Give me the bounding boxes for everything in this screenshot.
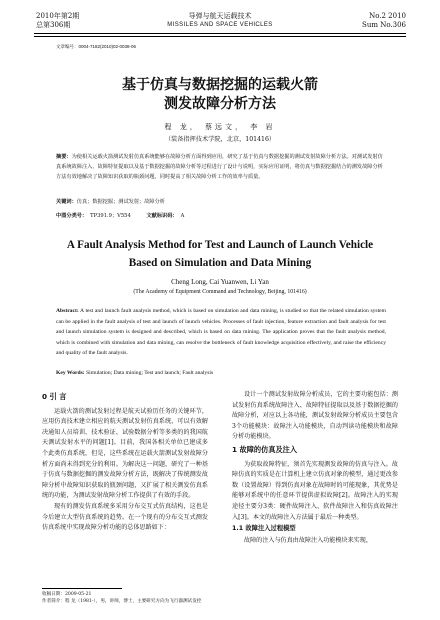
clc-value: TP391.9；V554 xyxy=(90,213,131,219)
header-issue-total: 总第306期 xyxy=(36,21,71,29)
title-english xyxy=(0,236,440,272)
keywords-chinese xyxy=(56,198,386,205)
title-english-line1: A Fault Analysis Method for Test and Launch of Launch Vehicle xyxy=(66,239,374,251)
abstract-chinese xyxy=(56,152,386,182)
affiliation-chinese: （装备指挥技术学院，北京，101416） xyxy=(164,136,276,143)
title-chinese-line2: 测发故障分析方法 xyxy=(164,96,276,112)
header-rule-thin xyxy=(34,36,406,37)
subsection1-paragraph-1: 故障的注入与仿真由故障注入功能模块来实现， xyxy=(244,536,372,544)
keywords-chinese-label: 关键词： xyxy=(56,199,77,205)
authors-english: Cheng Long, Cai Yuanwen, Li Yan xyxy=(171,278,269,286)
header-rule-thick xyxy=(34,33,406,34)
title-english-line2: Based on Simulation and Data Mining xyxy=(128,257,312,269)
keywords-english-text: Simulation; Data mining; Test and launch; Fault analysis xyxy=(86,370,214,376)
doc-code-label: 文献标识码： xyxy=(146,213,178,219)
authors-chinese: 程 龙， 蔡远文， 李 岩 xyxy=(164,123,276,131)
article-number: 文章编号：0004-7182(2010)02-0038-06 xyxy=(56,44,137,49)
abstract-chinese-label: 摘要： xyxy=(56,154,72,160)
keywords-english-label: Key Words: xyxy=(56,370,85,376)
title-chinese-line1: 基于仿真与数据挖掘的运载火箭 xyxy=(122,77,318,93)
subsection-heading-1-1: 1.1 故障注入过程模型 xyxy=(232,525,296,533)
header-journal-en: MISSILES AND SPACE VEHICLES xyxy=(167,22,273,28)
footnote-received: 收稿日期：2009-05-21 xyxy=(42,592,92,597)
title-chinese xyxy=(0,76,440,114)
abstract-english xyxy=(56,306,386,359)
keywords-chinese-text: 仿真；数据挖掘；测试发射；故障分析 xyxy=(76,199,165,205)
header-number-sum: Sum No.306 xyxy=(362,21,406,29)
affiliation-english: (The Academy of Equipment Command and Technology, Beijing, 101416) xyxy=(133,289,307,295)
intro-paragraph-2: 现有的测发仿真系统多采用分布交互式仿真结构，这也是今后建立大型仿真系统的趋势。在一个现有的分布交互式测发仿真系统中实现故障分析功能的总体思路如下： xyxy=(42,502,208,532)
keywords-english xyxy=(56,370,386,376)
abstract-chinese-text: 为使相关运载火箭测试发射仿真系统能够在故障分析方面得到应用，研究了基于仿真与数据挖掘的测试发射故障分析方法。对测试发射仿真系统故障注入、故障特征提取以及基于数据挖掘的故障分析等过程进行了设计与说明，实际应用证明，将仿真与数据挖掘结合的测发故障分析方法有效地解决了故障知识获取的瓶颈问题，同时提高了相关故障分析工作的效率与质量。 xyxy=(56,154,383,180)
section-heading-1: 1 故障的仿真及注入 xyxy=(232,444,298,454)
abstract-english-text: A test and launch fault analysis method, which is based on simulation and data mining, is studied so that the related simulation system can be applied in the fault analysis of test and launch of launch vehicles. Processes of fault injection, feature extraction and fault analysis for test and launch simulation system is designed and described, which is based on data mining. The application proves that the fault analysis method, which is combined with simulation and data mining, can resolve the bottleneck of fault knowledge acquisition effectively, and raise the efficiency and quality of the fault analysis. xyxy=(56,308,386,356)
intro-paragraph-1: 运载火箭的测试发射过程是航天试验历任务的关键环节，应用仿真技术建立相应的航天测试发射仿真系统，可以有效解决通知人员培训、技术验证、试验数据分析等多类的的我国航天测试发射水平的问题[1]。目前，我国各相关单位已建成多个此类仿真系统，但是，这些系统在运载火箭测试发射故障分析方面尚未得到充分的利用。为解决这一问题，研究了一种基于仿真与数据挖掘的测发故障分析方法，既解决了传统测发故障分析中故障知识获取的瓶颈问题，又扩展了相关测发仿真系统的功能，为测试发射故障分析工作提供了有效的手段。 xyxy=(42,407,208,500)
right-paragraph-1: 设计一个测试发射故障分析成员，它的主要功能包括：测试发射仿真系统故障注入、故障特征提取以及基于数据挖掘的故障分析，对应以上各功能，测试发射故障分析成员主要包含3个功能模块：故障注入功能模块，自动判读功能模块和故障分析功能模块。 xyxy=(232,391,398,441)
header-number-issue: No.2 2010 xyxy=(369,12,406,20)
header-number xyxy=(362,12,406,30)
section-heading-intro: 0 引 言 xyxy=(42,392,67,401)
header-journal-zh: 导弹与航天运载技术 xyxy=(188,12,252,20)
body-column-right xyxy=(232,390,398,546)
clc-label: 中图分类号： xyxy=(56,213,88,219)
abstract-english-label: Abstract: xyxy=(56,308,79,314)
footnote-author: 作者简介：程 龙（1981-），男，讲师，博士，主要研究方向为飞行器测试发控 xyxy=(42,599,202,604)
classification-line xyxy=(56,212,396,219)
body-column-left xyxy=(42,390,208,534)
header-issue-year: 2010年第2期 xyxy=(36,12,80,20)
footnote xyxy=(42,591,422,605)
doc-code-value: A xyxy=(180,213,185,219)
footnote-rule xyxy=(42,588,122,589)
section1-paragraph-1: 为获取故障特征，须首先实现测发故障的仿真与注入。故障仿真的实质是在计算机上建立仿真对象的模型，通过更改参数（设置故障）得到仿真对象在故障时的可能现象，其优势是能够对系统中的任意环节提供虚拟故障[2]。故障注入的实现途径主要分3类：硬件故障注入、软件故障注入和仿真故障注入[3]。本文的故障注入方法属于最后一种类型。 xyxy=(232,460,398,521)
